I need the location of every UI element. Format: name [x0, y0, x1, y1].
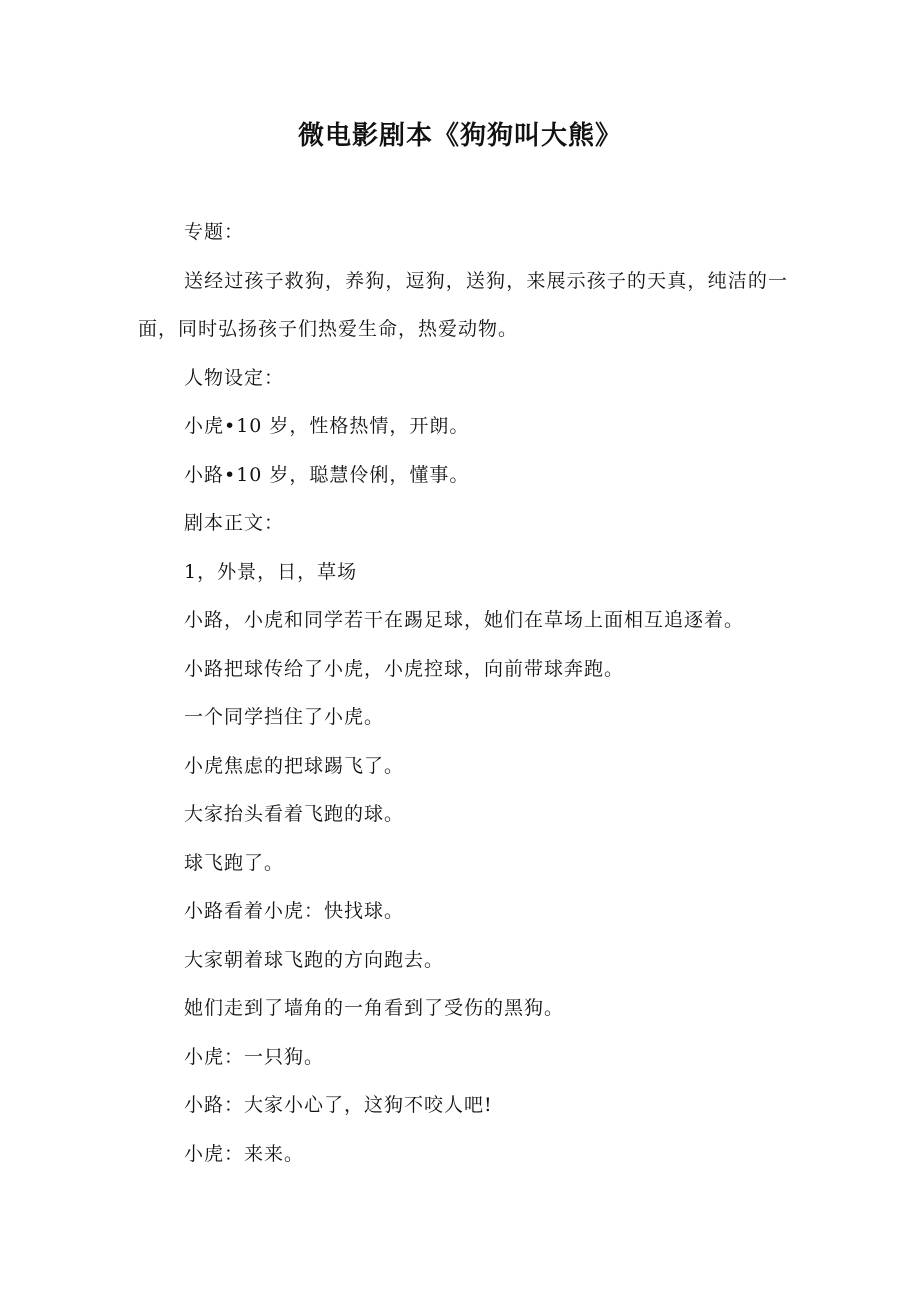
paragraph-line: 小虎：来来。 — [184, 1142, 305, 1165]
paragraph-line: 小路把球传给了小虎，小虎控球，向前带球奔跑。 — [184, 657, 625, 680]
paragraph-topic-heading: 专题： — [184, 221, 245, 243]
paragraph-line: 大家朝着球飞跑的方向跑去。 — [184, 948, 445, 971]
paragraph-line: 球飞跑了。 — [184, 851, 285, 874]
paragraph-scene-heading: 1，外景，日，草场 — [184, 560, 358, 583]
document-title: 微电影剧本《狗狗叫大熊》 — [297, 121, 622, 151]
paragraph-characters-heading: 人物设定： — [184, 366, 285, 389]
paragraph-line: 小路：大家小心了，这狗不咬人吧! — [184, 1094, 493, 1116]
paragraph-line: 小路看着小虎：快找球。 — [184, 900, 405, 922]
paragraph-line: 大家抬头看着飞跑的球。 — [184, 803, 405, 825]
paragraph-topic-description: 送经过孩子救狗，养狗，逗狗，送狗，来展示孩子的天真，纯洁的一面，同时弘扬孩子们热爱生命，热爱动物。 — [138, 269, 788, 340]
paragraph-character-xiaolu: 小路•10 岁，聪慧伶俐，懂事。 — [184, 463, 470, 486]
paragraph-line: 小虎焦虑的把球踢飞了。 — [184, 754, 405, 777]
paragraph-character-xiaohu: 小虎•10 岁，性格热情，开朗。 — [184, 415, 470, 437]
paragraph-line: 一个同学挡住了小虎。 — [184, 706, 385, 728]
paragraph-line: 她们走到了墙角的一角看到了受伤的黑狗。 — [184, 997, 565, 1019]
paragraph-line: 小虎：一只狗。 — [184, 1045, 325, 1068]
paragraph-line: 小路，小虎和同学若干在踢足球，她们在草场上面相互追逐着。 — [184, 609, 745, 631]
paragraph-script-heading: 剧本正文： — [184, 512, 285, 534]
document-body — [138, 208, 788, 1178]
